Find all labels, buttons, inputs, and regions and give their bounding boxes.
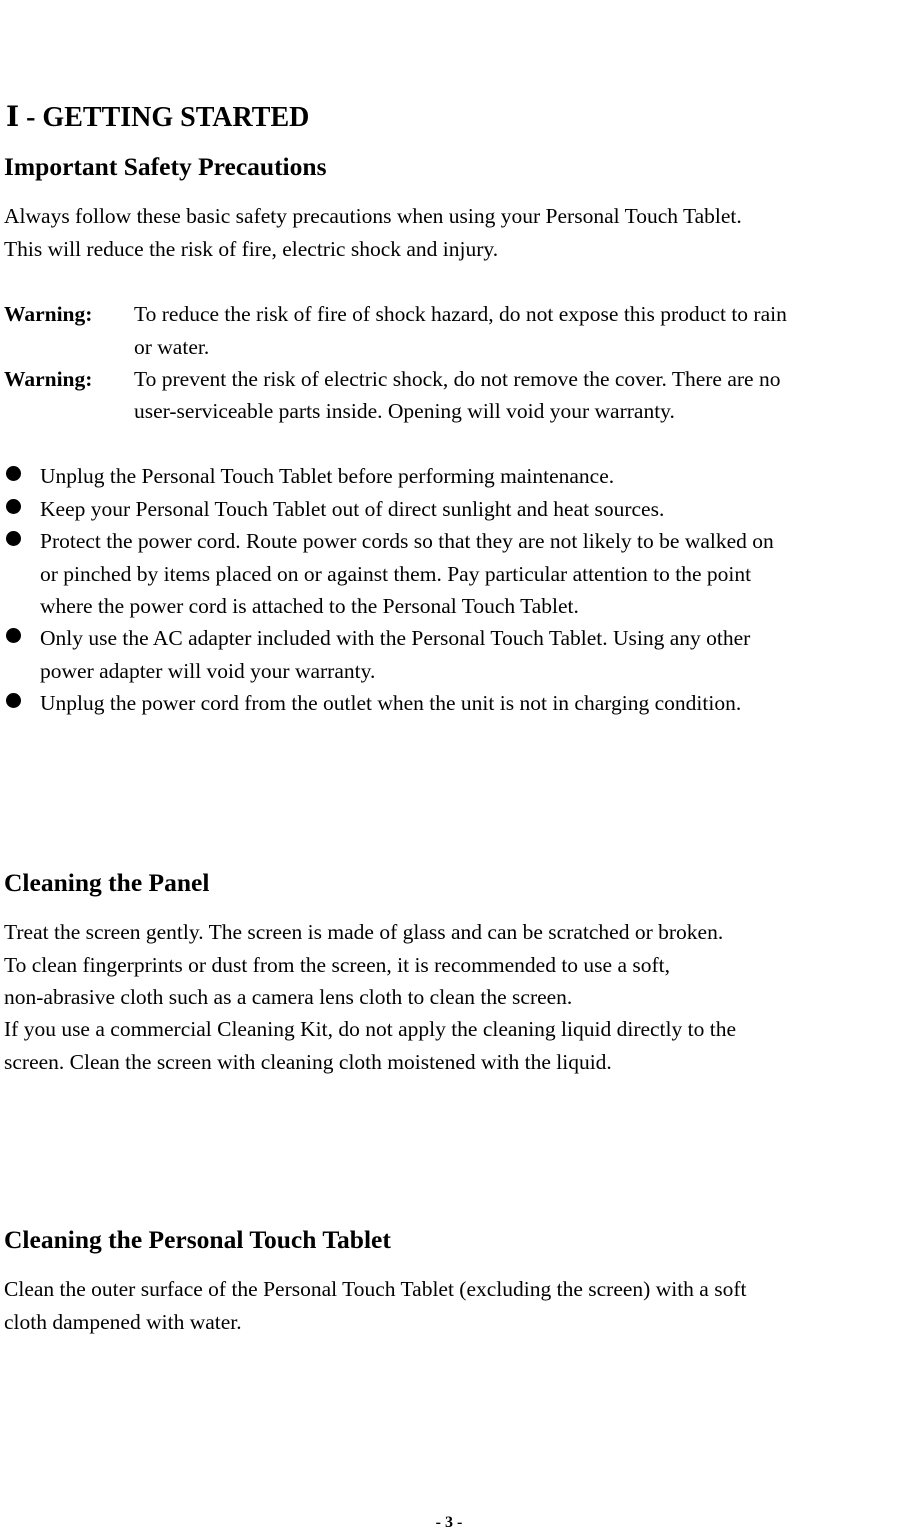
chapter-title: [6, 100, 309, 134]
bullet-item-continued: power adapter will void your warranty.: [40, 659, 376, 683]
bullet-icon: [6, 499, 21, 514]
bullet-icon: [6, 531, 21, 546]
warning-text: To prevent the risk of electric shock, do not remove the cover. There are no: [134, 367, 781, 391]
warning-1: [4, 301, 787, 327]
bullet-item: Unplug the power cord from the outlet when the unit is not in charging condition.: [40, 691, 742, 715]
bullet-icon: [6, 693, 21, 708]
safety-heading: Important Safety Precautions: [4, 152, 327, 181]
warning-label: Warning:: [4, 367, 93, 391]
bullet-item: Only use the AC adapter included with the Personal Touch Tablet. Using any other: [40, 626, 751, 650]
panel-line: non-abrasive cloth such as a camera lens cloth to clean the screen.: [4, 985, 573, 1009]
warning-label: Warning:: [4, 302, 93, 326]
warning-text-continued: user-serviceable parts inside. Opening will void your warranty.: [134, 399, 675, 423]
safety-intro-line: Always follow these basic safety precautions when using your Personal Touch Tablet.: [4, 204, 742, 228]
warning-text-continued: or water.: [134, 335, 210, 359]
bullet-icon: [6, 628, 21, 643]
bullet-icon: [6, 466, 21, 481]
panel-line: screen. Clean the screen with cleaning cloth moistened with the liquid.: [4, 1050, 612, 1074]
bullet-item-continued: or pinched by items placed on or against them. Pay particular attention to the point: [40, 562, 752, 586]
panel-line: If you use a commercial Cleaning Kit, do not apply the cleaning liquid directly to the: [4, 1017, 736, 1041]
warning-2: [4, 366, 780, 392]
safety-intro-line: This will reduce the risk of fire, electric shock and injury.: [4, 237, 499, 261]
tablet-line: Clean the outer surface of the Personal Touch Tablet (excluding the screen) with a soft: [4, 1277, 747, 1301]
page-number: - 3 -: [435, 1514, 463, 1531]
panel-line: Treat the screen gently. The screen is made of glass and can be scratched or broken.: [4, 920, 724, 944]
warning-text: To reduce the risk of fire of shock hazard, do not expose this product to rain: [134, 302, 787, 326]
bullet-item: Keep your Personal Touch Tablet out of direct sunlight and heat sources.: [40, 497, 665, 521]
chapter-number: Ⅰ: [6, 102, 20, 133]
chapter-title-text: - GETTING STARTED: [26, 102, 310, 133]
bullet-item: Unplug the Personal Touch Tablet before performing maintenance.: [40, 464, 615, 488]
bullet-item: Protect the power cord. Route power cords so that they are not likely to be walked on: [40, 529, 774, 553]
panel-heading: Cleaning the Panel: [4, 868, 210, 897]
tablet-heading: Cleaning the Personal Touch Tablet: [4, 1225, 391, 1254]
tablet-line: cloth dampened with water.: [4, 1310, 242, 1334]
panel-line: To clean fingerprints or dust from the screen, it is recommended to use a soft,: [4, 953, 670, 977]
bullet-item-continued: where the power cord is attached to the Personal Touch Tablet.: [40, 594, 579, 618]
